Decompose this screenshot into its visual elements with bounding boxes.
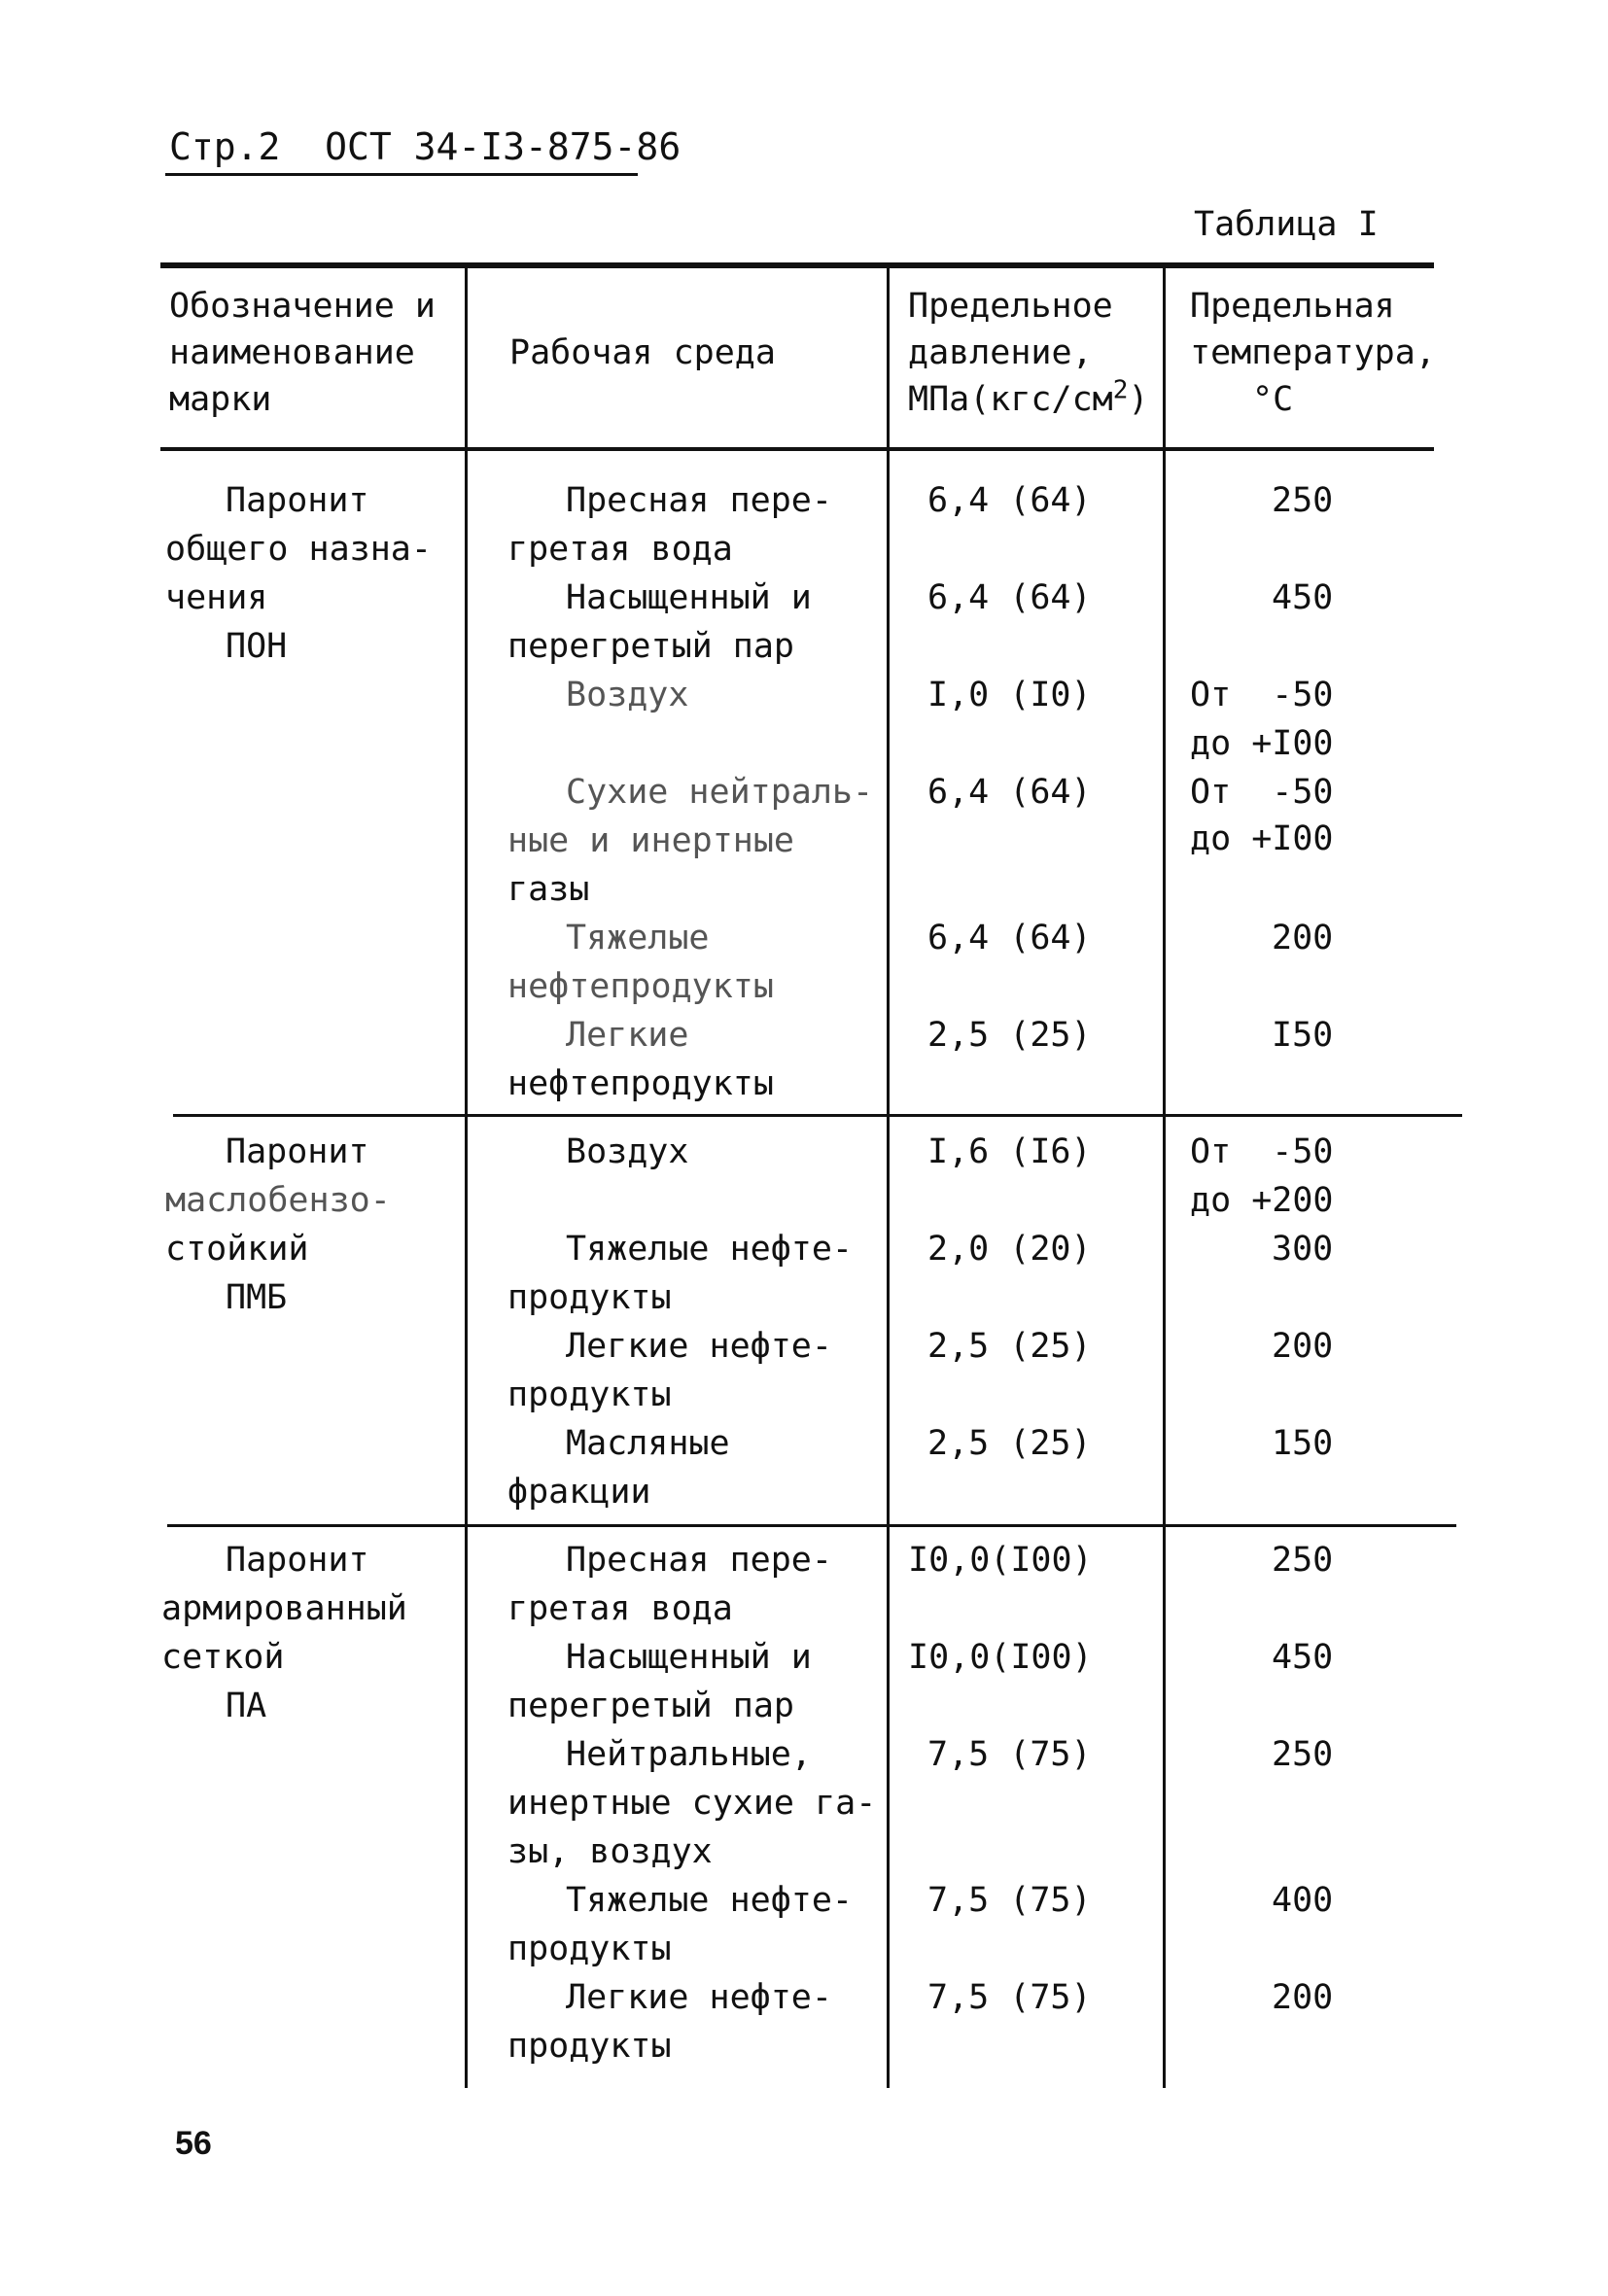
col1-heading-line2: наименование bbox=[169, 333, 415, 372]
page-header: Стр.2 ОСТ 34-I3-875-86 bbox=[169, 125, 682, 168]
g2r1-temp-2: до +200 bbox=[1190, 1181, 1334, 1220]
g2r1-pressure: I,6 (I6) bbox=[927, 1132, 1092, 1171]
header-underline bbox=[165, 173, 638, 176]
g1r3-pressure: I,0 (I0) bbox=[927, 676, 1092, 714]
g3r3-temp: 250 bbox=[1272, 1735, 1334, 1774]
g1r2-pressure: 6,4 (64) bbox=[927, 578, 1092, 617]
group1-name-line3: чения bbox=[165, 578, 268, 617]
g3r3-pressure: 7,5 (75) bbox=[927, 1735, 1092, 1774]
page-number: 56 bbox=[175, 2125, 212, 2162]
col-divider-2 bbox=[887, 266, 890, 2088]
group2-name-line2: маслобензо- bbox=[165, 1181, 391, 1220]
group2-name-line4: ПМБ bbox=[226, 1278, 288, 1317]
g1r4-pressure: 6,4 (64) bbox=[927, 773, 1092, 812]
g1r5-medium-2: нефтепродукты bbox=[507, 967, 774, 1006]
group1-name-line4: ПОН bbox=[226, 627, 288, 666]
g1r1-temp: 250 bbox=[1272, 481, 1334, 520]
group-divider-1 bbox=[173, 1114, 1462, 1117]
col3-unit: МПа(кгс/см bbox=[908, 380, 1113, 419]
table-top-rule bbox=[160, 262, 1434, 268]
group1-name-line1: Паронит bbox=[226, 481, 369, 520]
g1r6-medium-1: Легкие bbox=[566, 1016, 689, 1055]
g1r3-temp-2: до +I00 bbox=[1190, 724, 1334, 763]
col3-heading-line3 bbox=[908, 375, 1148, 424]
header-bottom-rule bbox=[160, 447, 1434, 451]
g1r5-pressure: 6,4 (64) bbox=[927, 919, 1092, 957]
g1r6-medium-2: нефтепродукты bbox=[507, 1064, 774, 1103]
g2r3-pressure: 2,5 (25) bbox=[927, 1327, 1092, 1366]
g1r5-medium-1: Тяжелые bbox=[566, 919, 710, 957]
col4-heading-line1: Предельная bbox=[1190, 287, 1395, 326]
g1r4-temp-2: до +I00 bbox=[1190, 819, 1334, 858]
table-title: Таблица I bbox=[1194, 205, 1379, 244]
g1r4-medium-1: Сухие нейтраль- bbox=[566, 773, 874, 812]
g3r5-medium-1: Легкие нефте- bbox=[566, 1978, 832, 2017]
group3-name-line1: Паронит bbox=[226, 1541, 369, 1580]
g3r1-temp: 250 bbox=[1272, 1541, 1334, 1580]
g2r3-medium-1: Легкие нефте- bbox=[566, 1327, 832, 1366]
g3r1-pressure: I0,0(I00) bbox=[908, 1541, 1093, 1580]
g3r3-medium-1: Нейтральные, bbox=[566, 1735, 812, 1774]
g1r2-medium-2: перегретый пар bbox=[507, 627, 795, 666]
g2r2-medium-1: Тяжелые нефте- bbox=[566, 1230, 854, 1269]
g3r4-pressure: 7,5 (75) bbox=[927, 1881, 1092, 1920]
g1r2-medium-1: Насыщенный и bbox=[566, 578, 812, 617]
group2-name-line1: Паронит bbox=[226, 1132, 369, 1171]
g3r2-medium-1: Насыщенный и bbox=[566, 1638, 812, 1677]
g1r3-medium-1: Воздух bbox=[566, 676, 689, 714]
g2r4-medium-1: Масляные bbox=[566, 1424, 730, 1463]
g1r4-temp-1: От -50 bbox=[1190, 773, 1334, 812]
col4-heading-line3: °С bbox=[1252, 380, 1294, 419]
g2r4-pressure: 2,5 (25) bbox=[927, 1424, 1092, 1463]
g1r6-temp: I50 bbox=[1272, 1016, 1334, 1055]
col1-heading-line3: марки bbox=[169, 380, 272, 419]
g1r3-temp-1: От -50 bbox=[1190, 676, 1334, 714]
g1r6-pressure: 2,5 (25) bbox=[927, 1016, 1092, 1055]
g3r1-medium-1: Пресная пере- bbox=[566, 1541, 832, 1580]
g3r2-temp: 450 bbox=[1272, 1638, 1334, 1677]
g1r4-medium-3: газы bbox=[507, 870, 590, 909]
g3r5-medium-2: продукты bbox=[507, 2027, 672, 2066]
group1-name-line2: общего назна- bbox=[165, 530, 432, 569]
g3r1-medium-2: гретая вода bbox=[507, 1589, 733, 1628]
g3r5-pressure: 7,5 (75) bbox=[927, 1978, 1092, 2017]
g2r1-temp-1: От -50 bbox=[1190, 1132, 1334, 1171]
g3r2-pressure: I0,0(I00) bbox=[908, 1638, 1093, 1677]
g2r2-temp: 300 bbox=[1272, 1230, 1334, 1269]
g1r4-medium-2: ные и инертные bbox=[507, 821, 795, 860]
group3-name-line4: ПА bbox=[226, 1687, 267, 1725]
g2r4-temp: 150 bbox=[1272, 1424, 1334, 1463]
g2r3-temp: 200 bbox=[1272, 1327, 1334, 1366]
col2-heading: Рабочая среда bbox=[509, 333, 776, 372]
g1r1-pressure: 6,4 (64) bbox=[927, 481, 1092, 520]
col4-heading-line2: температура, bbox=[1190, 333, 1436, 372]
g1r1-medium-1: Пресная пере- bbox=[566, 481, 832, 520]
col3-heading-line1: Предельное bbox=[908, 287, 1113, 326]
group-divider-2 bbox=[167, 1524, 1456, 1527]
g3r3-medium-2: инертные сухие га- bbox=[507, 1784, 877, 1823]
col3-heading-line2: давление, bbox=[908, 333, 1093, 372]
g2r3-medium-2: продукты bbox=[507, 1375, 672, 1414]
group3-name-line3: сеткой bbox=[161, 1638, 285, 1677]
g1r2-temp: 450 bbox=[1272, 578, 1334, 617]
g3r3-medium-3: зы, воздух bbox=[507, 1832, 713, 1871]
group2-name-line3: стойкий bbox=[165, 1230, 309, 1269]
group3-name-line2: армированный bbox=[161, 1589, 407, 1628]
g2r4-medium-2: фракции bbox=[507, 1473, 651, 1512]
col-divider-3 bbox=[1163, 266, 1166, 2088]
g2r1-medium-1: Воздух bbox=[566, 1132, 689, 1171]
g1r5-temp: 200 bbox=[1272, 919, 1334, 957]
g3r4-temp: 400 bbox=[1272, 1881, 1334, 1920]
g3r2-medium-2: перегретый пар bbox=[507, 1687, 795, 1725]
g2r2-pressure: 2,0 (20) bbox=[927, 1230, 1092, 1269]
g1r1-medium-2: гретая вода bbox=[507, 530, 733, 569]
col3-close-paren: ) bbox=[1128, 380, 1149, 419]
g2r2-medium-2: продукты bbox=[507, 1278, 672, 1317]
g3r4-medium-1: Тяжелые нефте- bbox=[566, 1881, 854, 1920]
col3-superscript: 2 bbox=[1112, 375, 1129, 405]
g3r5-temp: 200 bbox=[1272, 1978, 1334, 2017]
col-divider-1 bbox=[465, 266, 468, 2088]
col1-heading-line1: Обозначение и bbox=[169, 287, 436, 326]
g3r4-medium-2: продукты bbox=[507, 1930, 672, 1968]
